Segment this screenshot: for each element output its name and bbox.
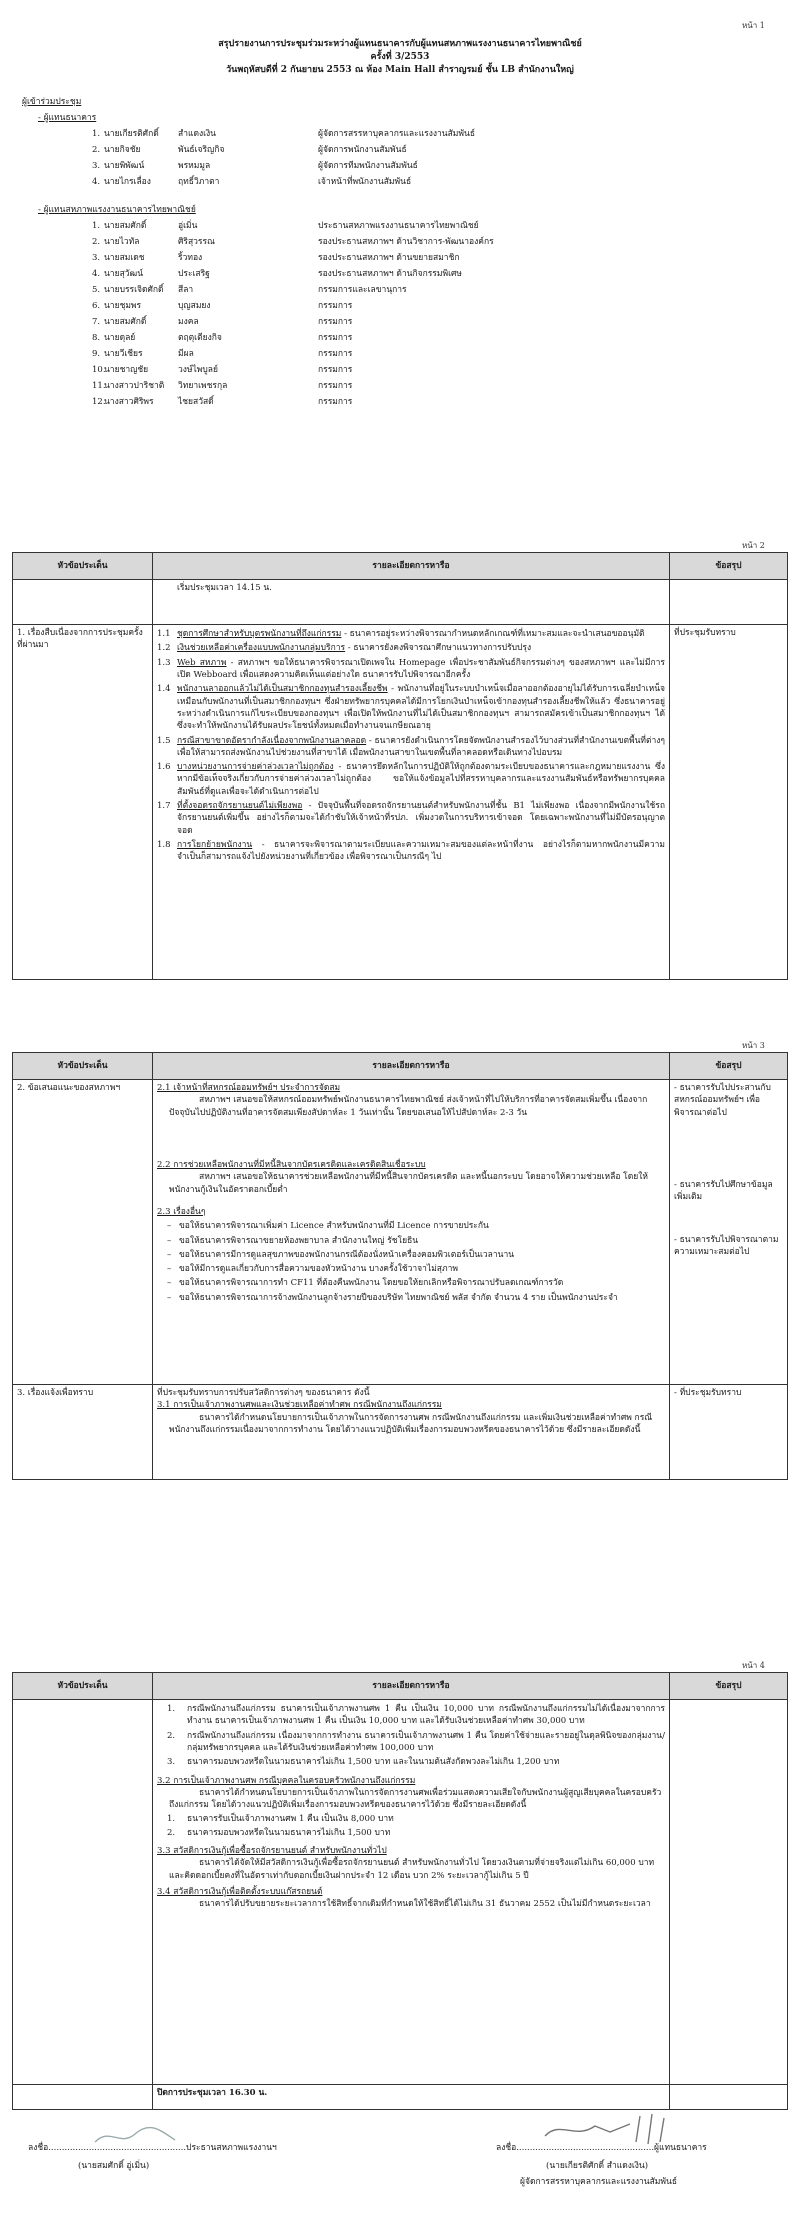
item-text: - พนักงานที่อยู่ในระบบบำเหน็จเมื่อลาออกต้องอายุไม่ได้รับการเฉลี่ยบำเหน็จเหมือนกับพนักงานที่เป็นสมาชิกกองทุนฯ ซึ่งฝ่ายทรัพยากรบุคคลได้มีการโยกเงินบำเหน็จเข้ากองทุนสำรองเลี้ยงชีพให้แล้ว ซึ่งธนาคารอยู่ระหว่างดำเนินการแก้ไขระเบียบของกองทุนฯ เพื่อเปิดให้พนักงานที่ไม่ได้เป็นสมาชิกกองทุนฯ สามารถสมัครเข้าเป็นสมาชิกกองทุนฯ ได้ ซึ่งจะทำให้พนักงานได้รับผลประโยชน์ทั้งหมดเมื่อทำงานจนเกษียณอายุ bbox=[177, 684, 665, 732]
topic-cell bbox=[13, 1700, 153, 2085]
item-heading: ชุดการศึกษาสำหรับบุตรพนักงานที่ถึงแก่กรรม bbox=[177, 629, 342, 639]
title-line: สรุปรายงานการประชุมร่วมระหว่างผู้แทนธนาคารกับผู้แทนสหภาพแรงงานธนาคารไทยพาณิชย์ bbox=[218, 39, 582, 49]
attendee-last: สำแดงเงิน bbox=[178, 129, 216, 139]
discussion-item bbox=[157, 735, 665, 760]
attendee-last: อู่เมิ่น bbox=[178, 221, 198, 231]
discussion-item bbox=[157, 642, 665, 654]
discussion-item bbox=[157, 657, 665, 682]
attendee-last: บุญสมยง bbox=[178, 301, 211, 311]
signature-right-line bbox=[496, 2142, 707, 2154]
attendee-role: กรรมการ bbox=[318, 349, 353, 359]
attendee-role: รองประธานสหภาพฯ ด้านวิชาการ-พัฒนาองค์กร bbox=[318, 237, 494, 247]
attendee-last: มีผล bbox=[178, 349, 194, 359]
header-topic: หัวข้อประเด็น bbox=[13, 553, 153, 580]
title-line: ครั้งที่ 3/2553 bbox=[370, 52, 430, 63]
bullet-item: – ขอให้มีการดูแลเกี่ยวกับการสื่อความของหัวหน้างาน บางครั้งใช้วาจาไม่สุภาพ bbox=[157, 1263, 665, 1275]
item-heading: การโยกย้ายพนักงาน bbox=[177, 840, 253, 850]
page-number: หน้า 4 bbox=[742, 1661, 765, 1670]
attendee-no: 9. bbox=[92, 349, 101, 359]
attendee-first: นายวีเชียร bbox=[104, 349, 143, 359]
topic-cell bbox=[13, 625, 153, 980]
page-number: หน้า 1 bbox=[742, 21, 765, 30]
bullet-item: – ขอให้ธนาคารพิจารณาเพิ่มค่า Licence สำหรับพนักงานที่มี Licence การขายประกัน bbox=[157, 1220, 665, 1232]
attendee-last: พรหมมูล bbox=[178, 161, 211, 171]
attendee-no: 4. bbox=[92, 177, 101, 187]
signature-right bbox=[540, 2112, 680, 2146]
item-heading: กรณีสาขาขาดอัตรากำลังเนื่องจากพนักงานลาคลอด bbox=[177, 735, 367, 746]
attendee-role: รองประธานสหภาพฯ ด้านขยายสมาชิก bbox=[318, 253, 460, 263]
attendee-first: นายสมศักดิ์ bbox=[104, 221, 147, 231]
section-heading: 2.2 การช่วยเหลือพนักงานที่มีหนี้สินจากบัตรเครดิตและเครดิตสินเชื่อระบบ bbox=[157, 1159, 426, 1170]
attendee-last: มงคล bbox=[178, 317, 199, 327]
conclusion-cell bbox=[670, 1080, 788, 1385]
attendee-last: ศิริสุวรรณ bbox=[178, 237, 215, 247]
conclusion-text: - ธนาคารรับไปพิจารณาตามความเหมาะสมต่อไป bbox=[674, 1234, 779, 1257]
attendee-first: นายดุลย์ bbox=[104, 333, 136, 343]
item-number: 2. bbox=[167, 1827, 176, 1838]
section-text: ธนาคารได้กำหนดนโยบายการเป็นเจ้าภาพในการจัดการงานศพเพื่อร่วมแสดงความเสียใจกับพนักงานผู้สูญเสียบุคคลในครอบครัวถึงแก่กรรม โดยได้วางแนวปฏิบัติเพิ่มเรื่องการมอบพวงหรีดของธนาคารไว้ด้วย ซึ่งมีรายละเอียดดังนี้ bbox=[169, 1787, 662, 1811]
dotted-line: ................................................... bbox=[516, 2143, 655, 2153]
item-number: 1. bbox=[167, 1813, 176, 1824]
attendee-role: รองประธานสหภาพฯ ด้านกิจกรรมพิเศษ bbox=[318, 269, 462, 279]
page-number: หน้า 2 bbox=[742, 541, 765, 550]
header-conclusion: ข้อสรุป bbox=[670, 1053, 788, 1080]
item-number: 1.1 bbox=[157, 629, 171, 639]
attendee-first: นายกิจชัย bbox=[104, 145, 141, 155]
list-item bbox=[167, 1730, 665, 1755]
item-text: ธนาคารรับเป็นเจ้าภาพงานศพ 1 คืน เป็นเงิน 8,000 บาท bbox=[187, 1813, 394, 1824]
list-item bbox=[167, 1756, 665, 1768]
list-item bbox=[167, 1827, 665, 1839]
conclusion-cell bbox=[670, 2085, 788, 2110]
item-text: - สหภาพฯ ขอให้ธนาคารพิจารณาเปิดเพจใน Homepage เพื่อประชาสัมพันธ์กิจกรรมต่างๆ ของสหภาพฯ และไม่มีการเปิด Webboard เพื่อแสดงความคิดเห็นแต่อย่างใด ธนาคารรับไปพิจารณาอีกครั้ง bbox=[177, 657, 665, 680]
attendee-no: 1. bbox=[92, 129, 101, 139]
discussion-item bbox=[157, 628, 665, 640]
attendee-role: กรรมการ bbox=[318, 381, 353, 391]
numbered-list bbox=[157, 1703, 665, 1769]
conclusion-cell bbox=[670, 1700, 788, 2085]
page-2 bbox=[0, 540, 800, 1040]
attendee-role: กรรมการ bbox=[318, 365, 353, 375]
item-text: กรณีพนักงานถึงแก่กรรม เนื่องมาจากการทำงาน ธนาคารเป็นเจ้าภาพงานศพ 1 คืน โดยค่าใช้จ่ายและรายอยู่ในดุลพินิจของกลุ่มงาน/กลุ่มทรัพยากรบุคคล และได้รับเงินช่วยเหลือค่าทำศพ 100,000 บาท bbox=[187, 1730, 665, 1753]
attendee-first: นายสุวัฒน์ bbox=[104, 269, 144, 279]
attendee-first: นายสมเดช bbox=[104, 253, 145, 263]
closing-time: ปิดการประชุมเวลา 16.30 น. bbox=[157, 2088, 268, 2098]
section-heading: 3.2 การเป็นเจ้าภาพงานศพ กรณีบุคคลในครอบครัวพนักงานถึงแก่กรรม bbox=[157, 1775, 416, 1786]
item-text: - ธนาคารยังดำเนินการโดยจัดพนักงานสำรองไว้บางส่วนที่สำนักงานเขตพื้นที่ต่างๆ เพื่อให้สามารถส่งพนักงานไปช่วยงานที่สาขาได้ เมื่อพนักงานสาขาในเขตพื้นที่ลาคลอดหรือเดินทางไปอบรม bbox=[177, 735, 665, 758]
conclusion-cell bbox=[670, 625, 788, 980]
attendee-role: เจ้าหน้าที่พนักงานสัมพันธ์ bbox=[318, 177, 412, 187]
attendee-role: กรรมการ bbox=[318, 333, 353, 343]
attendee-first: นางสาวศิริพร bbox=[104, 397, 154, 407]
detail-cell bbox=[153, 1080, 670, 1385]
detail-cell bbox=[153, 2085, 670, 2110]
attendee-last: ไชยสวัสดิ์ bbox=[178, 397, 214, 407]
item-number: 1.7 bbox=[157, 801, 171, 812]
document-title bbox=[0, 38, 800, 77]
header-conclusion: ข้อสรุป bbox=[670, 553, 788, 580]
attendee-no: 3. bbox=[92, 161, 101, 171]
attendee-last: วิทยาเพชรกุล bbox=[178, 381, 228, 391]
page-3 bbox=[0, 1040, 800, 1540]
sign-role: ผู้แทนธนาคาร bbox=[654, 2143, 707, 2153]
section-text: สหภาพฯ เสนอขอให้สหกรณ์ออมทรัพย์พนักงานธนาคารไทยพาณิชย์ ส่งเจ้าหน้าที่ไปให้บริการที่อาคารจัดสมเพิ่มขึ้น เนื่องจากปัจจุบันไปปฏิบัติงานที่อาคารจัดสมเพียงสัปดาห์ละ 1 วันเท่านั้น โดยขอเสนอให้ไปสัปดาห์ละ 2-3 วัน bbox=[169, 1095, 648, 1118]
sign-prefix: ลงชื่อ bbox=[496, 2143, 517, 2153]
attendee-no: 7. bbox=[92, 317, 101, 327]
union-heading: - ผู้แทนสหภาพแรงงานธนาคารไทยพาณิชย์ bbox=[38, 205, 196, 215]
conclusion-text: - ธนาคารรับไปศึกษาข้อมูลเพิ่มเติม bbox=[674, 1179, 773, 1203]
attendee-no: 10. bbox=[92, 365, 106, 375]
attendee-no: 12. bbox=[92, 397, 106, 407]
section-heading: 3.4 สวัสดิการเงินกู้เพื่อติดตั้งระบบแก๊สรถยนต์ bbox=[157, 1887, 323, 1898]
bullet-item: – ขอให้ธนาคารพิจารณาขยายห้องพยาบาล สำนักงานใหญ่ รัชโยธิน bbox=[157, 1235, 665, 1247]
attendee-first: นายไวทัล bbox=[104, 237, 140, 247]
attendees-heading: ผู้เข้าร่วมประชุม bbox=[22, 97, 82, 107]
conclusion-text: - ที่ประชุมรับทราบ bbox=[674, 1388, 742, 1398]
section-heading: 3.3 สวัสดิการเงินกู้เพื่อซื้อรถจักรยานยนต์ สำหรับพนักงานทั่วไป bbox=[157, 1846, 387, 1857]
attendee-role: ผู้จัดการสรรหาบุคลากรและแรงงานสัมพันธ์ bbox=[318, 129, 476, 139]
detail-cell bbox=[153, 1700, 670, 2085]
attendee-role: ผู้จัดการทีมพนักงานสัมพันธ์ bbox=[318, 161, 418, 171]
item-text: - ธนาคารอยู่ระหว่างพิจารณากำหนดหลักเกณฑ์ที่เหมาะสมและจะนำเสนอขออนุมัติ bbox=[341, 629, 645, 639]
conclusion-cell bbox=[670, 1385, 788, 1480]
attendee-no: 8. bbox=[92, 333, 101, 343]
list-item bbox=[167, 1703, 665, 1728]
topic-cell bbox=[13, 1385, 153, 1480]
signature-left-line bbox=[28, 2142, 277, 2154]
discussion-item bbox=[157, 839, 665, 864]
item-text: ธนาคารมอบพวงหรีดในนามธนาคารไม่เกิน 1,500 บาท bbox=[187, 1827, 391, 1838]
numbered-list bbox=[157, 1813, 665, 1840]
detail-cell bbox=[153, 1385, 670, 1480]
attendee-no: 11. bbox=[92, 381, 106, 391]
start-time: เริ่มประชุมเวลา 14.15 น. bbox=[177, 583, 272, 593]
discussion-item bbox=[157, 761, 665, 798]
attendee-role: กรรมการ bbox=[318, 397, 353, 407]
attendee-first: นายชุมพร bbox=[104, 301, 142, 311]
attendee-first: นายเกียรติศักดิ์ bbox=[104, 129, 159, 139]
attendee-last: ฤทธิ์วิภาตา bbox=[178, 177, 220, 187]
page-1 bbox=[0, 0, 800, 407]
item-number: 1.4 bbox=[157, 684, 171, 695]
bullet-item: – ขอให้ธนาคารพิจารณาการทำ CF11 ที่ต้องคืนพนักงาน โดยขอให้ยกเลิกหรือพิจารณาปรับลดเกณฑ์การวัด bbox=[157, 1277, 665, 1289]
attendee-first: นายชาญชัย bbox=[104, 365, 149, 375]
attendee-role: ประธานสหภาพแรงงานธนาคารไทยพาณิชย์ bbox=[318, 221, 479, 231]
signature-right-title: ผู้จัดการสรรหาบุคลากรและแรงงานสัมพันธ์ bbox=[520, 2177, 678, 2187]
page-4 bbox=[0, 1660, 800, 2213]
attendee-first: นายสมศักดิ์ bbox=[104, 317, 147, 327]
attendee-no: 1. bbox=[92, 221, 101, 231]
attendee-role: ผู้จัดการพนักงานสัมพันธ์ bbox=[318, 145, 407, 155]
item-number: 1.6 bbox=[157, 762, 171, 773]
topic-cell bbox=[13, 580, 153, 625]
header-topic: หัวข้อประเด็น bbox=[13, 1053, 153, 1080]
item-number: 1.3 bbox=[157, 657, 171, 668]
item-number: 2. bbox=[167, 1730, 176, 1741]
item-text: - ธนาคารจะพิจารณาตามระเบียบและความเหมาะสมของแต่ละหน้าที่งาน อย่างไรก็ตามหากพนักงานมีความจำเป็นก็สามารถแจ้งไปยังหน่วยงานที่เกี่ยวข้อง เพื่อพิจารณาเป็นกรณีๆ ไป bbox=[177, 840, 665, 863]
attendee-first: นายพิพัฒน์ bbox=[104, 161, 145, 171]
attendee-first: นายบรรเจิดศักดิ์ bbox=[104, 285, 164, 295]
bullet-item: – ขอให้ธนาคารมีการดูแลสุขภาพของพนักงานกรณีต้องนั่งหน้าเครื่องคอมพิวเตอร์เป็นเวลานาน bbox=[157, 1249, 665, 1261]
attendee-no: 2. bbox=[92, 145, 101, 155]
attendee-last: วงษ์ไพบูลย์ bbox=[178, 365, 218, 375]
attendee-role: กรรมการ bbox=[318, 317, 353, 327]
header-detail: รายละเอียดการหารือ bbox=[153, 1053, 670, 1080]
attendee-last: ประเสริฐ bbox=[178, 269, 210, 279]
header-detail: รายละเอียดการหารือ bbox=[153, 1673, 670, 1700]
detail-cell bbox=[153, 625, 670, 980]
conclusion-cell bbox=[670, 580, 788, 625]
attendee-no: 6. bbox=[92, 301, 101, 311]
signature-left-name: (นายสมศักดิ์ อู่เมิ่น) bbox=[78, 2161, 150, 2171]
section-text: สหภาพฯ เสนอขอให้ธนาคารช่วยเหลือพนักงานที่มีหนี้สินจากบัตรเครดิต และหนี้นอกระบบ โดยอาจให้ความช่วยเหลือ โดยให้พนักงานกู้เงินในอัตราดอกเบี้ยต่ำ bbox=[169, 1172, 648, 1195]
sign-prefix: ลงชื่อ bbox=[28, 2143, 49, 2153]
page-number: หน้า 3 bbox=[742, 1041, 765, 1050]
item-heading: บางหน่วยงานการจ่ายค่าล่วงเวลาไม่ถูกต้อง bbox=[177, 762, 334, 773]
item-number: 1.8 bbox=[157, 840, 171, 850]
section-text: ธนาคารได้ปรับขยายระยะเวลาการใช้สิทธิ์จากเดิมที่กำหนดให้ใช้สิทธิ์ได้ไม่เกิน 31 ธันวาคม 2552 เป็นไม่มีกำหนดระยะเวลา bbox=[199, 1899, 651, 1910]
attendee-no: 2. bbox=[92, 237, 101, 247]
attendee-first: นายไกรเลื่อง bbox=[104, 177, 151, 187]
section-heading: 2.1 เจ้าหน้าที่สหกรณ์ออมทรัพย์ฯ ประจำการจัดสม bbox=[157, 1083, 341, 1093]
attendee-last: พันธ์เจริญกิจ bbox=[178, 145, 225, 155]
item-number: 1. bbox=[167, 1704, 176, 1714]
attendee-role: กรรมการ bbox=[318, 301, 353, 311]
bullet-item: – ขอให้ธนาคารพิจารณาการจ้างพนักงานลูกจ้างรายปีของบริษัท ไทยพาณิชย์ พลัส จำกัด จำนวน 4 ราย เป็นพนักงานประจำ bbox=[157, 1292, 665, 1304]
bank-heading: - ผู้แทนธนาคาร bbox=[38, 113, 97, 123]
topic-label: 3. เรื่องแจ้งเพื่อทราบ bbox=[17, 1388, 94, 1398]
sign-role: ประธานสหภาพแรงงานฯ bbox=[186, 2143, 277, 2153]
topic-cell bbox=[13, 2085, 153, 2110]
topic-label: 2. ข้อเสนอแนะของสหภาพฯ bbox=[17, 1083, 121, 1093]
item-text: กรณีพนักงานถึงแก่กรรม ธนาคารเป็นเจ้าภาพงานศพ 1 คืน เป็นเงิน 10,000 บาท กรณีพนักงานถึงแก่กรรมไม่ได้เนื่องมาจากการทำงาน ธนาคารเป็นเจ้าภาพงานศพ 1 คืน เป็นเงิน 10,000 บาท และได้รับเงินช่วยเหลือค่าทำศพ 30,000 บาท bbox=[187, 1704, 665, 1727]
section-text: ธนาคารได้จัดให้มีสวัสดิการเงินกู้เพื่อซื้อรถจักรยานยนต์ สำหรับพนักงานทั่วไป โดยวงเงินตามที่จ่ายจริงแต่ไม่เกิน 60,000 บาท และคิดดอกเบี้ยคงที่ในอัตราเท่ากับดอกเบี้ยเงินฝากประจำ 12 เดือน บวก 2% ระยะเวลากู้ไม่เกิน 5 ปี bbox=[169, 1858, 655, 1881]
item-heading: ที่ตั้งจอดรถจักรยานยนต์ไม่เพียงพอ bbox=[177, 801, 303, 812]
detail-cell bbox=[153, 580, 670, 625]
item-number: 3. bbox=[167, 1757, 176, 1768]
conclusion-text: - ธนาคารรับไปประสานกับสหกรณ์ออมทรัพย์ฯ เพื่อพิจารณาต่อไป bbox=[674, 1083, 771, 1118]
item-heading: Web สหภาพ bbox=[177, 657, 227, 668]
header-topic: หัวข้อประเด็น bbox=[13, 1673, 153, 1700]
item-number: 1.5 bbox=[157, 735, 171, 746]
attendee-last: ริ้วทอง bbox=[178, 253, 203, 263]
section-heading: 2.3 เรื่องอื่นๆ bbox=[157, 1206, 206, 1217]
section-heading: 3.1 การเป็นเจ้าภาพงานศพและเงินช่วยเหลือค่าทำศพ กรณีพนักงานถึงแก่กรรม bbox=[157, 1400, 442, 1411]
attendee-last: ตฤตุเตียงกิจ bbox=[178, 333, 222, 343]
topic-label: 1. เรื่องสืบเนื่องจากการประชุมครั้งที่ผ่านมา bbox=[17, 628, 143, 651]
discussion-item bbox=[157, 800, 665, 837]
minutes-table bbox=[12, 1672, 788, 2110]
signature-right-name: (นายเกียรติศักดิ์ สำแดงเงิน) bbox=[546, 2161, 649, 2171]
item-text: - ธนาคารยังคงพิจารณาศึกษาแนวทางการปรับปรุง bbox=[345, 643, 532, 654]
attendee-last: สีลา bbox=[178, 285, 194, 295]
dotted-line: ................................................... bbox=[48, 2143, 187, 2153]
attendee-first: นางสาวปาริชาติ bbox=[104, 381, 165, 391]
item-heading: เงินช่วยเหลือค่าเครื่องแบบพนักงานกลุ่มบริการ bbox=[177, 643, 346, 654]
section-text: ธนาคารได้กำหนดนโยบายการเป็นเจ้าภาพในการจัดการงานศพ กรณีพนักงานถึงแก่กรรม และเพิ่มเงินช่วยเหลือค่าทำศพ กรณีพนักงานถึงแก่กรรมเนื่องมาจากการทำงาน โดยได้วางแนวปฏิบัติเพิ่มเรื่องการมอบพวงหรีดของธนาคารไว้ด้วย ซึ่งมีรายละเอียดดังนี้ bbox=[169, 1412, 653, 1435]
discussion-item bbox=[157, 683, 665, 732]
attendee-no: 3. bbox=[92, 253, 101, 263]
title-line: วันพฤหัสบดีที่ 2 กันยายน 2553 ณ ห้อง Main Hall สำราญรมย์ ชั้น LB สำนักงานใหญ่ bbox=[226, 65, 574, 76]
conclusion-text: ที่ประชุมรับทราบ bbox=[674, 628, 736, 638]
item-text: - ปัจจุบันพื้นที่จอดรถจักรยานยนต์สำหรับพนักงานที่ชั้น B1 ไม่เพียงพอ เนื่องจากมีพนักงานใช้รถจักรยานยนต์เพิ่มขึ้น อย่างไรก็ตามจะได้กำชับให้เจ้าหน้าที่รปภ. เพิ่มงวดในการบริหารเข้าจอด โดยเฉพาะพนักงานที่ไม่มีบัตรอนุญาตจอด bbox=[177, 801, 665, 836]
bullet-list bbox=[157, 1220, 665, 1304]
attendee-role: กรรมการและเลขานุการ bbox=[318, 285, 407, 295]
topic-cell bbox=[13, 1080, 153, 1385]
item-text: ธนาคารมอบพวงหรีดในนามธนาคารไม่เกิน 1,500 บาท และในนามต้นสังกัดพวงละไม่เกิน 1,200 บาท bbox=[187, 1757, 560, 1768]
attendee-no: 4. bbox=[92, 269, 101, 279]
attendee-no: 5. bbox=[92, 285, 101, 295]
header-conclusion: ข้อสรุป bbox=[670, 1673, 788, 1700]
minutes-table bbox=[12, 552, 788, 980]
section-intro: ที่ประชุมรับทราบการปรับสวัสดิการต่างๆ ของธนาคาร ดังนี้ bbox=[157, 1388, 370, 1398]
item-number: 1.2 bbox=[157, 643, 171, 654]
minutes-table bbox=[12, 1052, 788, 1480]
list-item bbox=[167, 1813, 665, 1825]
item-text: - ธนาคารยึดหลักในการปฏิบัติให้ถูกต้องตามระเบียบของธนาคารและกฎหมายแรงงาน ซึ่งหากมีข้อเท็จจริงเกี่ยวกับการจ่ายค่าล่วงเวลาไม่ถูกต้อง ขอให้แจ้งข้อมูลไปที่สรรหาบุคลากรและแรงงานสัมพันธ์หรือทรัพยากรบุคคลสัมพันธ์ที่ดูแลเพื่อจะได้ดำเนินการต่อไป bbox=[177, 762, 665, 797]
item-heading: พนักงานลาออกแล้วไม่ได้เป็นสมาชิกกองทุนสำรองเลี้ยงชีพ bbox=[177, 684, 388, 695]
header-detail: รายละเอียดการหารือ bbox=[153, 553, 670, 580]
